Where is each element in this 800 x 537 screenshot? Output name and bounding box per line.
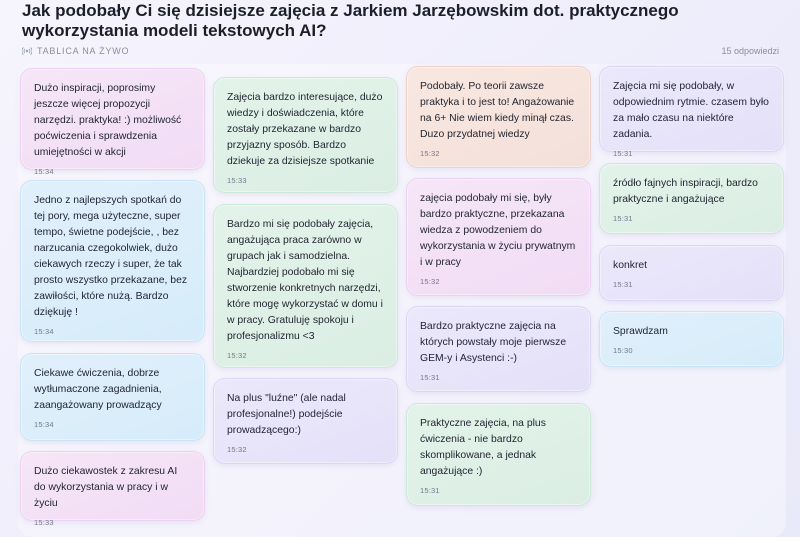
response-card [213,204,398,368]
response-text: zajęcia podobały mi się, były bardzo praktyczne, przekazana wiedza z powodzeniem do wykorzystania w życiu prywatnym i w pracy [420,193,576,268]
response-card [20,451,205,527]
response-board [18,64,786,537]
header [22,0,782,41]
response-text: źródło fajnych inspiracji, bardzo praktyczne i angażujące [613,178,758,205]
response-card [599,245,784,301]
response-text: Dużo ciekawostek z zakresu AI do wykorzystania w pracy i w życiu [34,466,178,509]
response-card [599,163,784,234]
response-text: Podobały. Po teorii zawsze praktyka i to jest to! Angażowanie na 6+ Nie wiem kiedy minął czas. Duzo przydatnej wiedzy [420,81,575,140]
response-time: 15:33 [227,176,247,185]
response-count: 15 odpowiedzi [721,46,779,56]
response-card [20,353,205,441]
response-card [406,306,591,392]
response-time: 15:30 [613,346,633,355]
response-time: 15:32 [227,445,247,454]
live-indicator [22,46,129,56]
response-time: 15:31 [613,280,633,289]
response-time: 15:31 [613,214,633,223]
response-card [406,178,591,296]
response-text: Bardzo mi się podobały zajęcia, angażująca praca zarówno w grupach jak i samodzielna. Najbardziej podobało mi się stworzenie konkretnych narzędzi, które mogę wykorzystać w domu i w pracy. Gratuluję spokoju i profesjonalizmu <3 [227,219,383,342]
response-card [213,378,398,464]
response-time: 15:33 [34,518,54,527]
response-time: 15:34 [34,167,54,176]
broadcast-icon [22,46,32,56]
response-text: Ciekawe ćwiczenia, dobrze wytłumaczone zagadnienia, zaangażowany prowadzący [34,368,162,411]
response-time: 15:34 [34,327,54,336]
response-card [213,77,398,193]
response-time: 15:34 [34,420,54,429]
response-time: 15:31 [420,373,440,382]
response-text: konkret [613,260,648,271]
response-text: Praktyczne zajęcia, na plus ćwiczenia - nie bardzo skomplikowane, a jednak angażujące :) [420,418,546,477]
response-time: 15:31 [420,486,440,495]
response-text: Dużo inspiracji, poprosimy jeszcze więcej propozycji narzędzi. praktyka! :) możliwość poćwiczenia i sprawdzenia umiejętności w akcji [34,83,182,158]
response-card [599,66,784,158]
response-text: Sprawdzam [613,326,668,337]
response-card [20,180,205,342]
response-text: Bardzo praktyczne zajęcia na których powstały moje pierwsze GEM-y i Asystenci :-) [420,321,567,364]
response-card [406,66,591,168]
live-label: TABLICA NA ŻYWO [37,46,130,56]
response-text: Zajęcia mi się podobały, w odpowiednim rytmie. czasem było za mało czasu na niektóre zadania. [613,81,769,140]
response-card [406,403,591,506]
response-text: Na plus "luźne" (ale nadal profesjonalne!) podejście prowadzącego:) [227,393,346,436]
response-card [599,311,784,367]
board-status-row [22,46,779,60]
response-time: 15:32 [420,149,440,158]
response-time: 15:32 [420,277,440,286]
response-text: Jedno z najlepszych spotkań do tej pory, mega użyteczne, super tempo, świetne podejście, , bez narzucania czegokolwiek, dużo ciekawych rzeczy i super, że tak prosto wszystko przekazane, bez zawiłości, które nużą. Bardzo dziękuję ! [34,195,188,318]
response-time: 15:31 [613,149,633,158]
response-time: 15:32 [227,351,247,360]
response-text: Zajęcia bardzo interesujące, dużo wiedzy i doświadczenia, które zostały przekazane w bardzo przyjazny sposób. Bardzo dziekuje za dzisiejsze spotkanie [227,92,383,167]
response-card [20,68,205,176]
page-title: Jak podobały Ci się dzisiejsze zajęcia z Jarkiem Jarzębowskim dot. praktycznego wykorzystania modeli tekstowych AI? [22,1,679,40]
